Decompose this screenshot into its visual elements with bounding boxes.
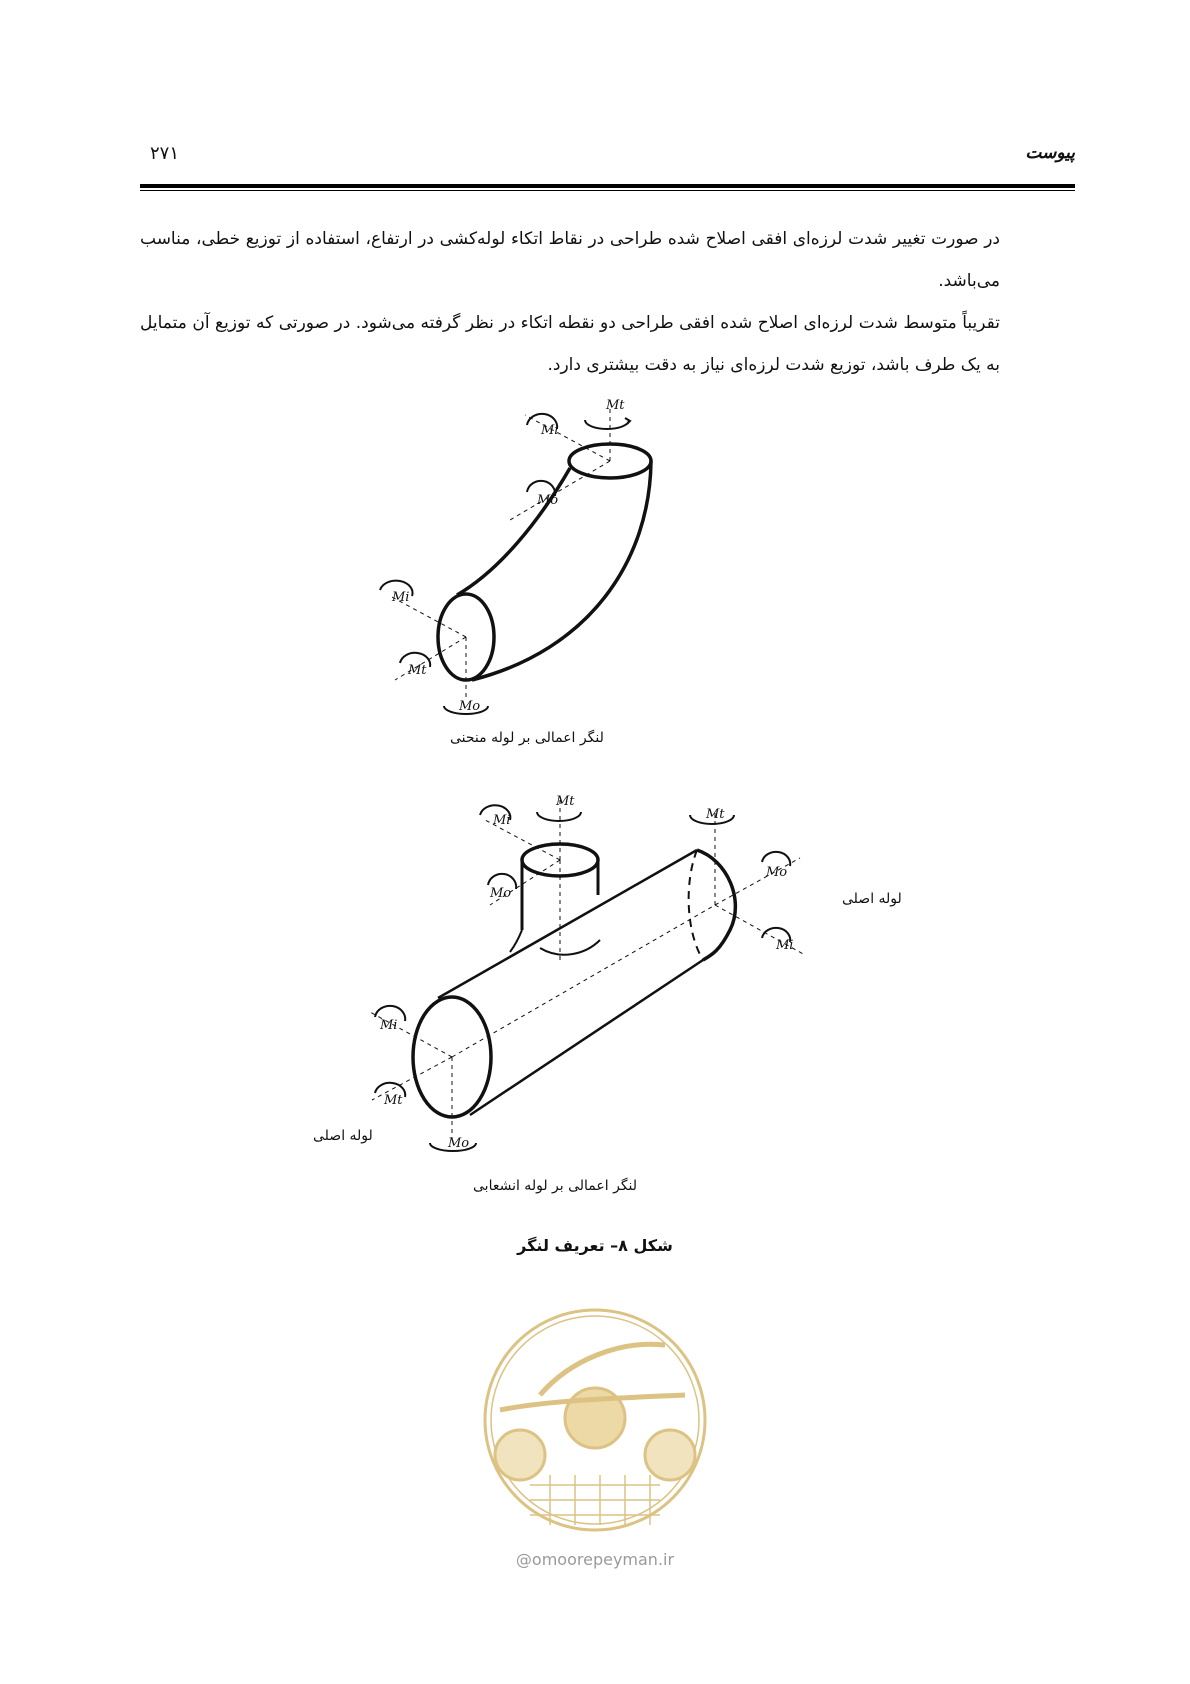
elbow-inner-curve xyxy=(457,468,570,595)
watermark-seal-icon xyxy=(480,1300,710,1545)
tee-mt-right-label: Mt xyxy=(706,807,725,822)
tee-mo-right-label: Mo xyxy=(766,865,788,880)
elbow-mt-top-label: Mt xyxy=(606,398,625,413)
tee-left-end xyxy=(413,997,491,1117)
elbow-mi-bottom-label: Mi xyxy=(392,590,410,605)
watermark-site: @omoorepeyman.ir xyxy=(515,1550,675,1569)
header-rule-thick xyxy=(140,184,1075,188)
elbow-mo-bottom-label: Mo xyxy=(459,699,481,714)
elbow-mo-top-label: Mo xyxy=(537,493,559,508)
tee-mt-left-label: Mt xyxy=(384,1093,403,1108)
elbow-outer-curve xyxy=(472,461,651,680)
elbow-mt-bottom-label: Mt xyxy=(408,663,427,678)
header-rule-thin xyxy=(140,190,1075,191)
page-number: ۲۷۱ xyxy=(150,143,180,164)
tee-mi-branch-label: Mi xyxy=(493,813,511,828)
elbow-top-end xyxy=(569,444,651,478)
paragraph-2: تقریباً متوسط شدت لرزه‌ای اصلاح شده افقی طراحی دو نقطه اتکاء در نظر گرفته می‌شود. در صورتی که توزیع آن متمایل به یک طرف باشد، توزیع شدت لرزه‌ای نیاز به دقت بیشتری دارد. xyxy=(140,313,1000,375)
tee-mi-left-label: Mi xyxy=(380,1018,398,1033)
figure-title: شکل ۸– تعریف لنگر xyxy=(517,1236,673,1255)
running-title: پیوست xyxy=(1025,143,1075,163)
tee-branch-top xyxy=(522,844,598,876)
tee-caption: لنگر اعمالی بر لوله انشعابی xyxy=(473,1178,638,1194)
tee-pipe-drawing xyxy=(370,800,805,1151)
elbow-pipe-drawing xyxy=(380,405,651,714)
elbow-bottom-end xyxy=(438,594,494,680)
elbow-mi-top-label: Mi xyxy=(541,423,559,438)
tee-mo-branch-label: Mo xyxy=(490,886,512,901)
tee-mo-left-label: Mo xyxy=(448,1136,470,1151)
main-pipe-label-right: لوله اصلی xyxy=(842,891,902,907)
watermark-logo xyxy=(480,1300,710,1580)
elbow-caption: لنگر اعمالی بر لوله منحنی xyxy=(450,730,604,746)
paragraph-1: در صورت تغییر شدت لرزه‌ای افقی اصلاح شده طراحی در نقاط اتکاء لوله‌کشی در ارتفاع، استفاده از توزیع خطی، مناسب می‌باشد. xyxy=(140,229,1000,291)
tee-mt-branch-label: Mt xyxy=(556,794,575,809)
body-text xyxy=(140,218,1000,386)
tee-mi-right-label: Mi xyxy=(776,938,794,953)
main-pipe-label-left: لوله اصلی xyxy=(313,1128,373,1144)
